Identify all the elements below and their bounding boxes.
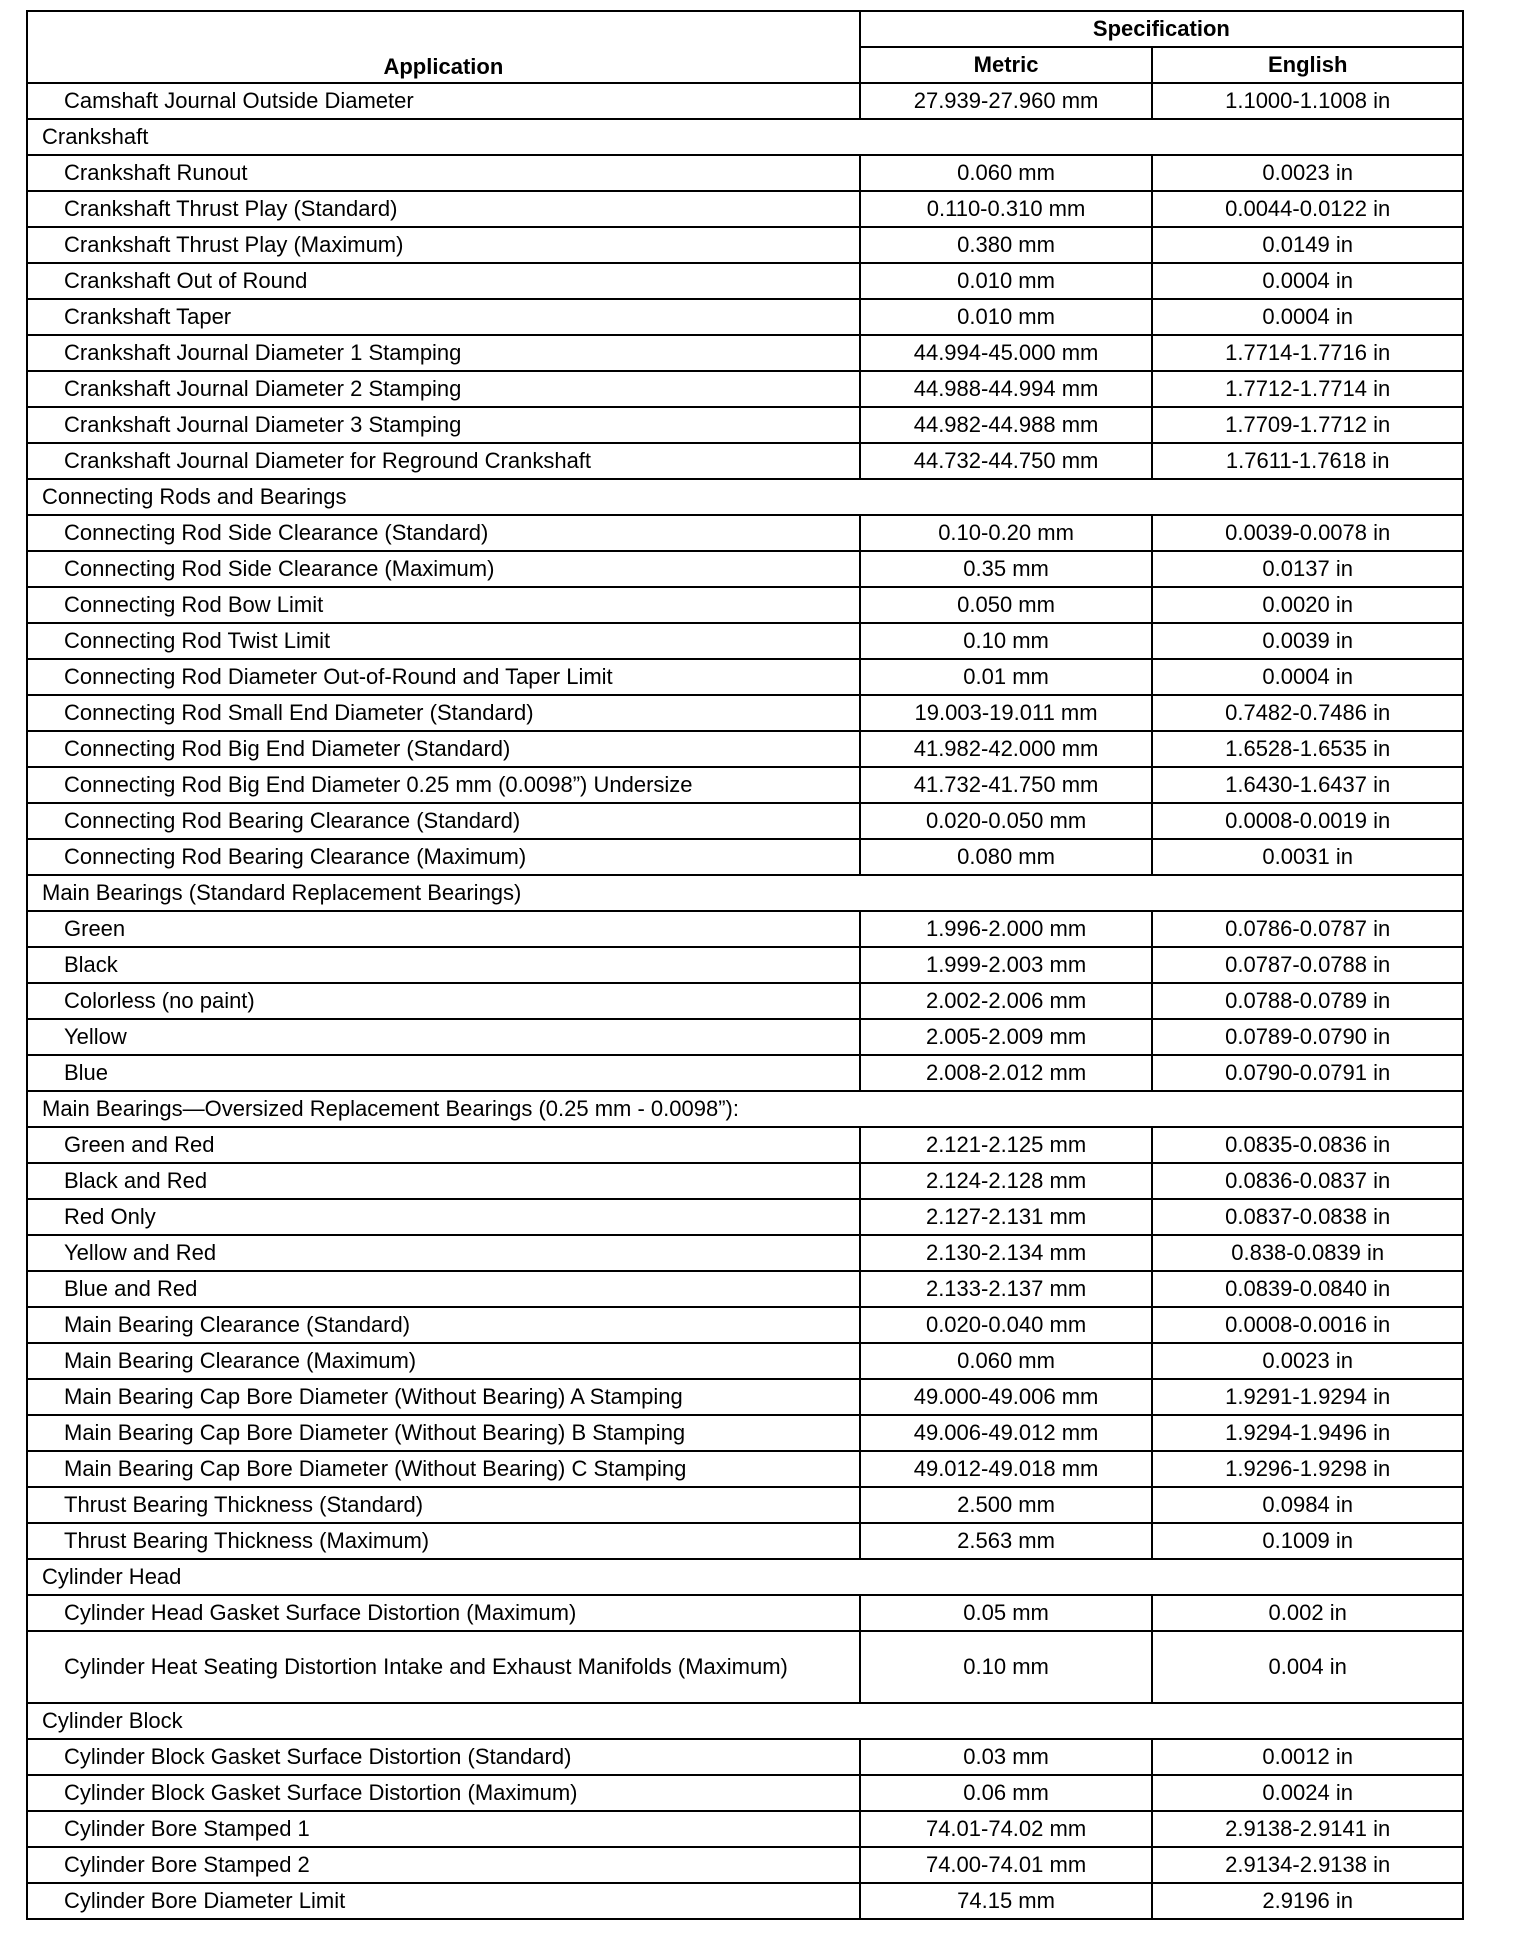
section-row xyxy=(27,119,1463,155)
application-cell: Crankshaft Journal Diameter 3 Stamping xyxy=(27,407,860,443)
table-row xyxy=(27,731,1463,767)
table-row xyxy=(27,407,1463,443)
table-row xyxy=(27,191,1463,227)
application-cell: Cylinder Block Gasket Surface Distortion (Standard) xyxy=(27,1739,860,1775)
english-cell: 0.0020 in xyxy=(1152,587,1463,623)
table-row xyxy=(27,1775,1463,1811)
table-row xyxy=(27,83,1463,119)
metric-cell: 2.008-2.012 mm xyxy=(860,1055,1153,1091)
table-row xyxy=(27,983,1463,1019)
english-cell: 0.0836-0.0837 in xyxy=(1152,1163,1463,1199)
metric-cell: 49.006-49.012 mm xyxy=(860,1415,1153,1451)
english-cell: 0.0004 in xyxy=(1152,659,1463,695)
application-cell: Crankshaft Journal Diameter 1 Stamping xyxy=(27,335,860,371)
english-cell: 0.0008-0.0019 in xyxy=(1152,803,1463,839)
section-row xyxy=(27,1703,1463,1739)
section-title: Main Bearings—Oversized Replacement Bearings (0.25 mm - 0.0098”): xyxy=(27,1091,1463,1127)
metric-cell: 0.010 mm xyxy=(860,299,1153,335)
table-row xyxy=(27,263,1463,299)
table-row xyxy=(27,911,1463,947)
english-cell: 0.0004 in xyxy=(1152,299,1463,335)
table-row xyxy=(27,551,1463,587)
english-cell: 0.0837-0.0838 in xyxy=(1152,1199,1463,1235)
metric-cell: 0.110-0.310 mm xyxy=(860,191,1153,227)
metric-cell: 44.732-44.750 mm xyxy=(860,443,1153,479)
english-cell: 0.004 in xyxy=(1152,1631,1463,1703)
english-cell: 0.0786-0.0787 in xyxy=(1152,911,1463,947)
table-row xyxy=(27,587,1463,623)
application-cell: Blue xyxy=(27,1055,860,1091)
application-cell: Crankshaft Thrust Play (Standard) xyxy=(27,191,860,227)
table-row xyxy=(27,1847,1463,1883)
application-cell: Green and Red xyxy=(27,1127,860,1163)
application-cell: Connecting Rod Bow Limit xyxy=(27,587,860,623)
application-cell: Main Bearing Cap Bore Diameter (Without Bearing) B Stamping xyxy=(27,1415,860,1451)
application-cell: Crankshaft Thrust Play (Maximum) xyxy=(27,227,860,263)
table-row xyxy=(27,515,1463,551)
english-cell: 1.7611-1.7618 in xyxy=(1152,443,1463,479)
metric-cell: 44.982-44.988 mm xyxy=(860,407,1153,443)
application-cell: Connecting Rod Bearing Clearance (Standard) xyxy=(27,803,860,839)
metric-cell: 0.35 mm xyxy=(860,551,1153,587)
table-row xyxy=(27,839,1463,875)
table-row xyxy=(27,1343,1463,1379)
metric-cell: 0.06 mm xyxy=(860,1775,1153,1811)
english-header: English xyxy=(1152,47,1463,83)
english-cell: 1.9291-1.9294 in xyxy=(1152,1379,1463,1415)
table-row xyxy=(27,1415,1463,1451)
application-cell: Cylinder Bore Stamped 1 xyxy=(27,1811,860,1847)
section-title: Connecting Rods and Bearings xyxy=(27,479,1463,515)
metric-cell: 0.020-0.050 mm xyxy=(860,803,1153,839)
section-title: Cylinder Head xyxy=(27,1559,1463,1595)
section-title: Crankshaft xyxy=(27,119,1463,155)
english-cell: 0.0031 in xyxy=(1152,839,1463,875)
application-cell: Crankshaft Runout xyxy=(27,155,860,191)
application-cell: Connecting Rod Small End Diameter (Standard) xyxy=(27,695,860,731)
application-cell: Main Bearing Clearance (Standard) xyxy=(27,1307,860,1343)
application-cell: Thrust Bearing Thickness (Standard) xyxy=(27,1487,860,1523)
application-cell: Black xyxy=(27,947,860,983)
specification-header: Specification xyxy=(860,11,1463,47)
metric-cell: 2.005-2.009 mm xyxy=(860,1019,1153,1055)
english-cell: 1.7709-1.7712 in xyxy=(1152,407,1463,443)
english-cell: 1.6430-1.6437 in xyxy=(1152,767,1463,803)
application-cell: Crankshaft Journal Diameter 2 Stamping xyxy=(27,371,860,407)
application-cell: Connecting Rod Side Clearance (Standard) xyxy=(27,515,860,551)
table-row xyxy=(27,1595,1463,1631)
table-row xyxy=(27,371,1463,407)
application-cell: Yellow xyxy=(27,1019,860,1055)
english-cell: 2.9196 in xyxy=(1152,1883,1463,1919)
table-row xyxy=(27,1307,1463,1343)
application-cell: Crankshaft Taper xyxy=(27,299,860,335)
table-row xyxy=(27,299,1463,335)
application-cell: Main Bearing Cap Bore Diameter (Without Bearing) C Stamping xyxy=(27,1451,860,1487)
application-cell: Crankshaft Journal Diameter for Reground Crankshaft xyxy=(27,443,860,479)
metric-cell: 2.133-2.137 mm xyxy=(860,1271,1153,1307)
section-row xyxy=(27,1091,1463,1127)
table-row xyxy=(27,1199,1463,1235)
metric-cell: 0.05 mm xyxy=(860,1595,1153,1631)
metric-cell: 2.124-2.128 mm xyxy=(860,1163,1153,1199)
english-cell: 0.0839-0.0840 in xyxy=(1152,1271,1463,1307)
metric-cell: 0.10-0.20 mm xyxy=(860,515,1153,551)
metric-cell: 2.002-2.006 mm xyxy=(860,983,1153,1019)
metric-cell: 41.732-41.750 mm xyxy=(860,767,1153,803)
table-row xyxy=(27,623,1463,659)
table-row xyxy=(27,1055,1463,1091)
metric-cell: 0.060 mm xyxy=(860,155,1153,191)
application-cell: Cylinder Block Gasket Surface Distortion (Maximum) xyxy=(27,1775,860,1811)
table-row xyxy=(27,335,1463,371)
specification-table xyxy=(26,10,1464,1920)
english-cell: 0.0984 in xyxy=(1152,1487,1463,1523)
metric-cell: 0.10 mm xyxy=(860,1631,1153,1703)
table-row xyxy=(27,1163,1463,1199)
application-cell: Cylinder Bore Stamped 2 xyxy=(27,1847,860,1883)
english-cell: 1.9296-1.9298 in xyxy=(1152,1451,1463,1487)
table-row xyxy=(27,1451,1463,1487)
english-cell: 0.0787-0.0788 in xyxy=(1152,947,1463,983)
application-cell: Main Bearing Cap Bore Diameter (Without Bearing) A Stamping xyxy=(27,1379,860,1415)
section-row xyxy=(27,479,1463,515)
table-row xyxy=(27,1235,1463,1271)
metric-cell: 2.563 mm xyxy=(860,1523,1153,1559)
english-cell: 0.0008-0.0016 in xyxy=(1152,1307,1463,1343)
metric-cell: 74.01-74.02 mm xyxy=(860,1811,1153,1847)
section-title: Cylinder Block xyxy=(27,1703,1463,1739)
english-cell: 0.0789-0.0790 in xyxy=(1152,1019,1463,1055)
english-cell: 1.6528-1.6535 in xyxy=(1152,731,1463,767)
english-cell: 1.1000-1.1008 in xyxy=(1152,83,1463,119)
metric-cell: 0.01 mm xyxy=(860,659,1153,695)
english-cell: 0.0149 in xyxy=(1152,227,1463,263)
metric-cell: 0.03 mm xyxy=(860,1739,1153,1775)
metric-cell: 41.982-42.000 mm xyxy=(860,731,1153,767)
english-cell: 0.0024 in xyxy=(1152,1775,1463,1811)
english-cell: 0.0137 in xyxy=(1152,551,1463,587)
english-cell: 2.9134-2.9138 in xyxy=(1152,1847,1463,1883)
application-cell: Connecting Rod Bearing Clearance (Maximum) xyxy=(27,839,860,875)
english-cell: 0.0004 in xyxy=(1152,263,1463,299)
section-row xyxy=(27,875,1463,911)
metric-cell: 44.988-44.994 mm xyxy=(860,371,1153,407)
metric-cell: 1.999-2.003 mm xyxy=(860,947,1153,983)
table-body xyxy=(27,83,1463,1919)
english-cell: 0.838-0.0839 in xyxy=(1152,1235,1463,1271)
application-cell: Black and Red xyxy=(27,1163,860,1199)
application-cell: Red Only xyxy=(27,1199,860,1235)
metric-cell: 0.10 mm xyxy=(860,623,1153,659)
metric-cell: 2.121-2.125 mm xyxy=(860,1127,1153,1163)
table-row xyxy=(27,659,1463,695)
table-row xyxy=(27,1127,1463,1163)
application-cell: Cylinder Heat Seating Distortion Intake and Exhaust Manifolds (Maximum) xyxy=(27,1631,860,1703)
english-cell: 0.7482-0.7486 in xyxy=(1152,695,1463,731)
application-cell: Blue and Red xyxy=(27,1271,860,1307)
english-cell: 0.0790-0.0791 in xyxy=(1152,1055,1463,1091)
metric-cell: 27.939-27.960 mm xyxy=(860,83,1153,119)
english-cell: 1.7714-1.7716 in xyxy=(1152,335,1463,371)
metric-cell: 0.050 mm xyxy=(860,587,1153,623)
table-row xyxy=(27,443,1463,479)
english-cell: 0.0012 in xyxy=(1152,1739,1463,1775)
application-cell: Crankshaft Out of Round xyxy=(27,263,860,299)
application-cell: Connecting Rod Twist Limit xyxy=(27,623,860,659)
table-row xyxy=(27,1379,1463,1415)
table-row xyxy=(27,695,1463,731)
metric-cell: 0.380 mm xyxy=(860,227,1153,263)
metric-cell: 2.130-2.134 mm xyxy=(860,1235,1153,1271)
metric-cell: 1.996-2.000 mm xyxy=(860,911,1153,947)
english-cell: 0.0044-0.0122 in xyxy=(1152,191,1463,227)
application-cell: Cylinder Head Gasket Surface Distortion (Maximum) xyxy=(27,1595,860,1631)
metric-cell: 0.080 mm xyxy=(860,839,1153,875)
english-cell: 0.0039-0.0078 in xyxy=(1152,515,1463,551)
english-cell: 1.7712-1.7714 in xyxy=(1152,371,1463,407)
metric-cell: 74.15 mm xyxy=(860,1883,1153,1919)
table-row xyxy=(27,1487,1463,1523)
metric-cell: 0.010 mm xyxy=(860,263,1153,299)
metric-cell: 0.020-0.040 mm xyxy=(860,1307,1153,1343)
application-cell: Yellow and Red xyxy=(27,1235,860,1271)
application-cell: Connecting Rod Big End Diameter (Standard) xyxy=(27,731,860,767)
table-row xyxy=(27,1883,1463,1919)
english-cell: 0.0039 in xyxy=(1152,623,1463,659)
metric-header: Metric xyxy=(860,47,1153,83)
application-cell: Main Bearing Clearance (Maximum) xyxy=(27,1343,860,1379)
application-cell: Green xyxy=(27,911,860,947)
metric-cell: 2.500 mm xyxy=(860,1487,1153,1523)
table-row xyxy=(27,803,1463,839)
application-header: Application xyxy=(27,11,860,83)
section-title: Main Bearings (Standard Replacement Bearings) xyxy=(27,875,1463,911)
table-row xyxy=(27,155,1463,191)
application-cell: Cylinder Bore Diameter Limit xyxy=(27,1883,860,1919)
metric-cell: 44.994-45.000 mm xyxy=(860,335,1153,371)
application-cell: Connecting Rod Side Clearance (Maximum) xyxy=(27,551,860,587)
metric-cell: 19.003-19.011 mm xyxy=(860,695,1153,731)
application-cell: Connecting Rod Big End Diameter 0.25 mm (0.0098”) Undersize xyxy=(27,767,860,803)
metric-cell: 2.127-2.131 mm xyxy=(860,1199,1153,1235)
english-cell: 0.0023 in xyxy=(1152,155,1463,191)
table-row xyxy=(27,1019,1463,1055)
application-cell: Thrust Bearing Thickness (Maximum) xyxy=(27,1523,860,1559)
english-cell: 0.0023 in xyxy=(1152,1343,1463,1379)
table-row xyxy=(27,1271,1463,1307)
english-cell: 0.1009 in xyxy=(1152,1523,1463,1559)
application-cell: Connecting Rod Diameter Out-of-Round and Taper Limit xyxy=(27,659,860,695)
application-cell: Colorless (no paint) xyxy=(27,983,860,1019)
metric-cell: 74.00-74.01 mm xyxy=(860,1847,1153,1883)
table-row xyxy=(27,947,1463,983)
english-cell: 0.0788-0.0789 in xyxy=(1152,983,1463,1019)
metric-cell: 0.060 mm xyxy=(860,1343,1153,1379)
metric-cell: 49.000-49.006 mm xyxy=(860,1379,1153,1415)
english-cell: 0.0835-0.0836 in xyxy=(1152,1127,1463,1163)
table-row xyxy=(27,1631,1463,1703)
table-row xyxy=(27,767,1463,803)
table-row xyxy=(27,1523,1463,1559)
english-cell: 1.9294-1.9496 in xyxy=(1152,1415,1463,1451)
english-cell: 0.002 in xyxy=(1152,1595,1463,1631)
table-row xyxy=(27,1811,1463,1847)
table-row xyxy=(27,227,1463,263)
application-cell: Camshaft Journal Outside Diameter xyxy=(27,83,860,119)
section-row xyxy=(27,1559,1463,1595)
table-row xyxy=(27,1739,1463,1775)
english-cell: 2.9138-2.9141 in xyxy=(1152,1811,1463,1847)
metric-cell: 49.012-49.018 mm xyxy=(860,1451,1153,1487)
header-row-top xyxy=(27,11,1463,47)
